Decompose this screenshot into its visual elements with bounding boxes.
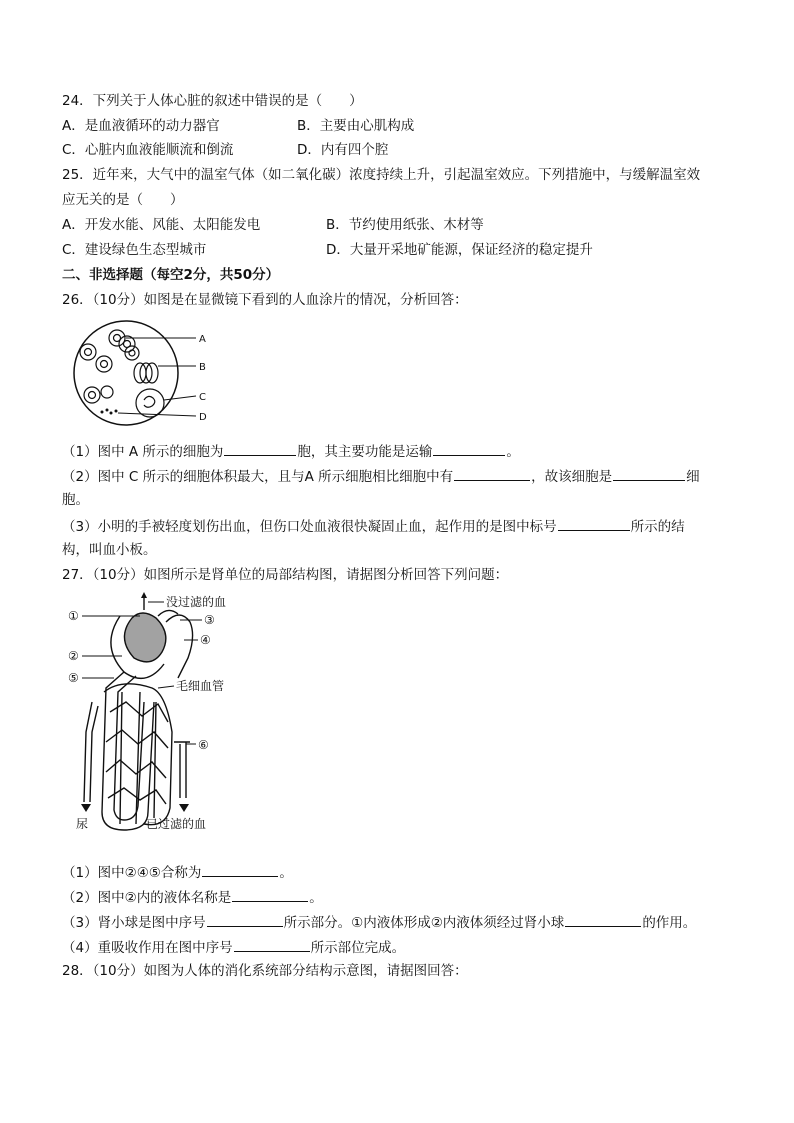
blood-smear-figure (66, 318, 216, 428)
q25-option-c: C．建设绿色生态型城市 (62, 242, 207, 258)
q26-blank-2[interactable] (433, 441, 505, 456)
q26-part3-text-b: 所示的结 (630, 519, 685, 535)
nephron-label-capillary: 毛细血管 (176, 679, 225, 693)
q26-blank-3[interactable] (454, 466, 530, 481)
q25-stem-line2: 应无关的是（ ） (62, 192, 184, 208)
q26-part2-text-b: ，故该细胞是 (531, 469, 613, 485)
q24-option-b: B．主要由心肌构成 (297, 118, 415, 134)
q25-option-a: A．开发水能、风能、太阳能发电 (62, 217, 261, 233)
nephron-label-1: ① (68, 609, 79, 623)
q26-part1-text-a: （1）图中 A 所示的细胞为 (62, 444, 224, 460)
q27-blank-4[interactable] (565, 912, 641, 927)
q26-part3 (62, 516, 685, 536)
q25-option-b: B．节约使用纸张、木材等 (326, 217, 484, 233)
nephron-label-2: ② (68, 649, 79, 663)
q27-part4-text-a: （4）重吸收作用在图中序号 (62, 940, 233, 956)
q27-part3-text-c: 的作用。 (642, 915, 697, 931)
q27-part4 (62, 937, 405, 957)
q25-stem-line1: 25．近年来，大气中的温室气体（如二氧化碳）浓度持续上升，引起温室效应。下列措施中，与缓解温室效 (62, 167, 701, 183)
nephron-label-5: ⑤ (68, 671, 79, 685)
q24-option-d: D．内有四个腔 (297, 142, 389, 158)
q26-part1 (62, 441, 520, 461)
q27-part2-text-a: （2）图中②内的液体名称是 (62, 890, 232, 906)
q27-part2 (62, 887, 323, 907)
nephron-label-6: ⑥ (198, 738, 209, 752)
q27-part4-text-b: 所示部位完成。 (310, 940, 406, 956)
q26-part1-text-b: 胞，其主要功能是运输 (297, 444, 433, 460)
q27-part1-text-b: 。 (279, 865, 293, 881)
nephron-label-urine: 尿 (76, 817, 89, 831)
q26-part2-text-a: （2）图中 C 所示的细胞体积最大，且与A 所示细胞相比细胞中有 (62, 469, 454, 485)
q26-blank-4[interactable] (613, 466, 685, 481)
q27-blank-5[interactable] (234, 937, 310, 952)
q24-stem: 24．下列关于人体心脏的叙述中错误的是（ ） (62, 93, 363, 109)
q26-stem: 26．（10分）如图是在显微镜下看到的人血涂片的情况，分析回答： (62, 292, 468, 308)
nephron-label-3: ③ (204, 613, 215, 627)
q27-part3-text-b: 所示部分。①内液体形成②内液体须经过肾小球 (283, 915, 565, 931)
q26-part2-cont: 胞。 (62, 492, 89, 508)
q24-option-a: A．是血液循环的动力器官 (62, 118, 220, 134)
q27-part3 (62, 912, 696, 932)
smear-label-a: A (199, 334, 206, 345)
smear-label-d: D (199, 412, 207, 423)
q26-part2-text-c: 细 (686, 469, 700, 485)
nephron-label-filtered-blood: 已过滤的血 (146, 817, 207, 831)
q27-part1-text-a: （1）图中②④⑤合称为 (62, 865, 202, 881)
q27-stem: 27．（10分）如图所示是肾单位的局部结构图，请据图分析回答下列问题： (62, 567, 509, 583)
q27-blank-1[interactable] (202, 862, 278, 877)
smear-label-c: C (199, 392, 206, 403)
section-title: 二、非选择题（每空2分，共50分） (62, 267, 280, 283)
q24-option-c: C．心脏内血液能顺流和倒流 (62, 142, 234, 158)
q27-blank-2[interactable] (232, 887, 308, 902)
q26-part3-cont: 构，叫血小板。 (62, 542, 157, 558)
nephron-figure (62, 592, 262, 840)
q26-blank-5[interactable] (558, 516, 630, 531)
q27-blank-3[interactable] (207, 912, 283, 927)
q26-part1-text-c: 。 (506, 444, 520, 460)
q26-part3-text-a: （3）小明的手被轻度划伤出血，但伤口处血液很快凝固止血，起作用的是图中标号 (62, 519, 557, 535)
q26-part2 (62, 466, 700, 486)
nephron-label-unfiltered-blood: 没过滤的血 (166, 595, 227, 609)
q27-part2-text-b: 。 (309, 890, 323, 906)
q25-option-d: D．大量开采地矿能源，保证经济的稳定提升 (326, 242, 593, 258)
nephron-label-4: ④ (200, 633, 211, 647)
q28-stem: 28．（10分）如图为人体的消化系统部分结构示意图，请据图回答： (62, 963, 468, 979)
q27-part1 (62, 862, 293, 882)
q27-part3-text-a: （3）肾小球是图中序号 (62, 915, 206, 931)
smear-label-b: B (199, 362, 206, 373)
q26-blank-1[interactable] (224, 441, 296, 456)
